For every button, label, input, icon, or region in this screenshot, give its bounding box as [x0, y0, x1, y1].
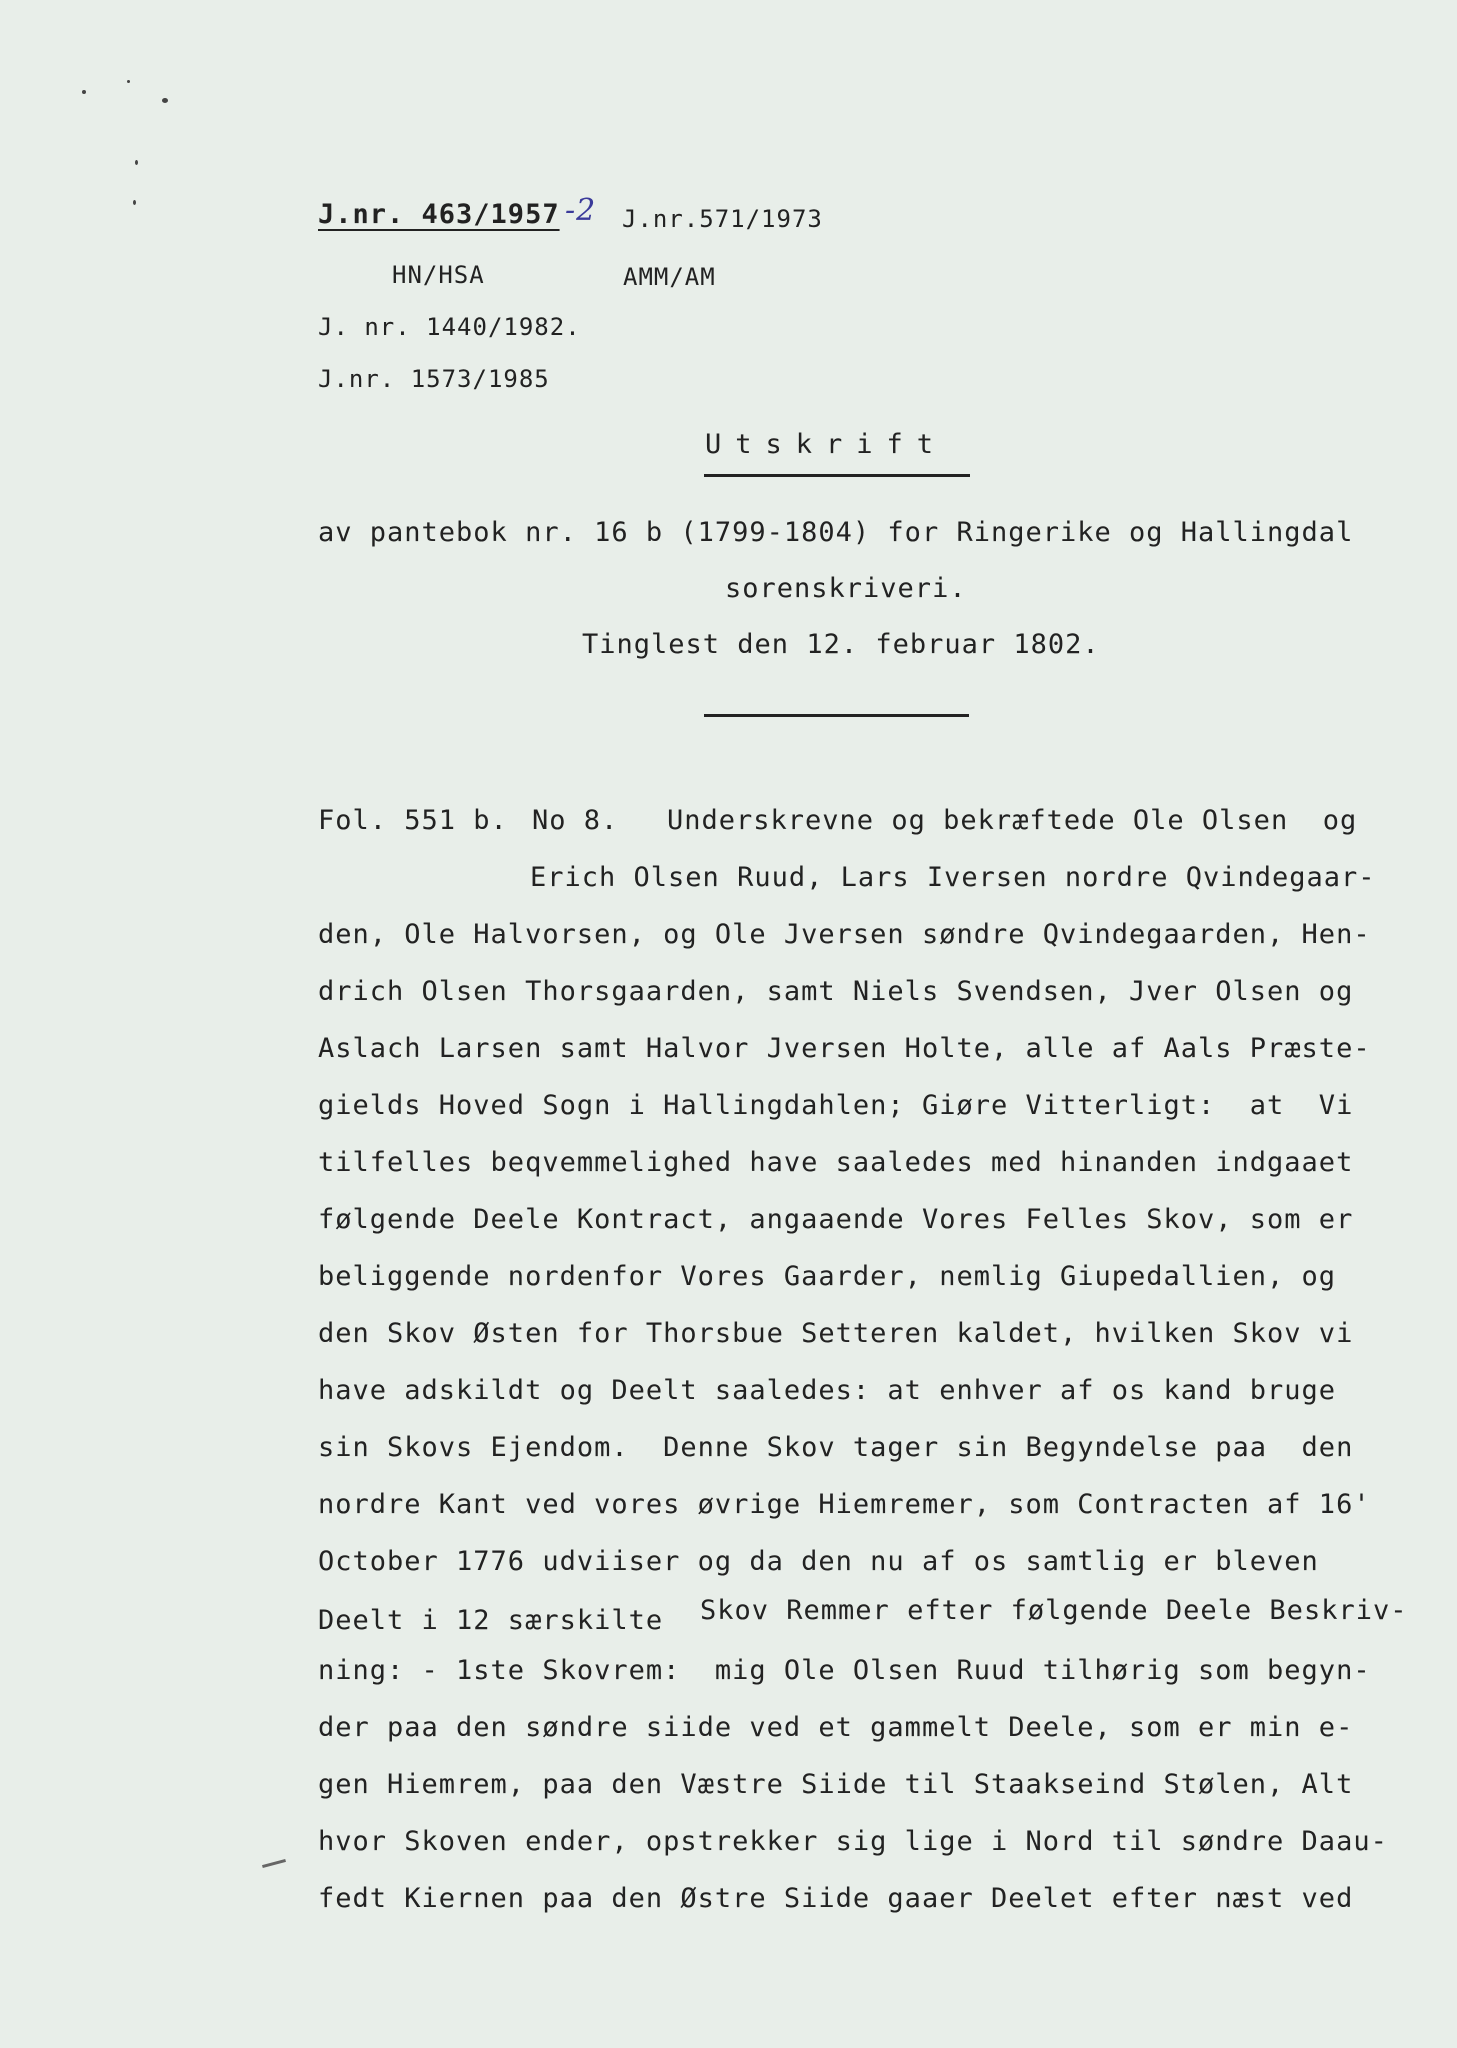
initials-amm-am: AMM/AM [623, 263, 716, 291]
document-heading: Utskrift [705, 429, 948, 460]
initials-hn-hsa: HN/HSA [392, 261, 485, 289]
heading-underline [704, 474, 970, 477]
body-line-13: nordre Kant ved vores øvrige Hiemremer, som Contracten af 16' [318, 1489, 1371, 1520]
body-line-10: den Skov Østen for Thorsbue Setteren kaldet, hvilken Skov vi [318, 1318, 1354, 1349]
body-line-12: sin Skovs Ejendom. Denne Skov tager sin Begyndelse paa den [318, 1432, 1354, 1463]
body-line-15b: Skov Remmer efter følgende Deele Beskriv- [700, 1595, 1408, 1626]
speck-mark [135, 160, 138, 165]
handwritten-suffix: -2 [565, 193, 597, 228]
journal-number-1982: J. nr. 1440/1982. [318, 313, 581, 341]
title-line-1: av pantebok nr. 16 b (1799-1804) for Ringerike og Hallingdal [318, 517, 1354, 548]
body-line-4: drich Olsen Thorsgaarden, samt Niels Svendsen, Jver Olsen og [318, 976, 1354, 1007]
body-line-8: følgende Deele Kontract, angaaende Vores Felles Skov, som er [318, 1204, 1354, 1235]
speck-mark [162, 98, 168, 103]
speck-mark [127, 80, 130, 83]
body-line-7: tilfelles beqvemmelighed have saaledes med hinanden indgaaet [318, 1147, 1354, 1178]
speck-mark [133, 200, 136, 205]
title-line-3: Tinglest den 12. februar 1802. [582, 629, 1100, 660]
body-line-16: ning: - 1ste Skovrem: mig Ole Olsen Ruud tilhørig som begyn- [318, 1655, 1371, 1686]
entry-number: No 8. [532, 805, 619, 836]
body-line-17: der paa den søndre siide ved et gammelt Deele, som er min e- [318, 1712, 1354, 1743]
body-line-1: Underskrevne og bekræftede Ole Olsen og [667, 805, 1358, 836]
journal-number-1985: J.nr. 1573/1985 [318, 365, 550, 393]
body-line-19: hvor Skoven ender, opstrekker sig lige i Nord til søndre Daau- [318, 1826, 1388, 1857]
body-line-3: den, Ole Halvorsen, og Ole Jversen søndre Qvindegaarden, Hen- [318, 919, 1371, 950]
title-line-2: sorenskriveri. [725, 573, 967, 604]
body-line-11: have adskildt og Deelt saaledes: at enhver af os kand bruge [318, 1375, 1337, 1406]
body-line-6: gields Hoved Sogn i Hallingdahlen; Giøre Vitterligt: at Vi [318, 1090, 1354, 1121]
body-line-2: Erich Olsen Ruud, Lars Iversen nordre Qvindegaar- [530, 862, 1376, 893]
journal-number-1973: J.nr.571/1973 [622, 205, 823, 233]
margin-mark [262, 1859, 286, 1868]
body-line-20: fedt Kiernen paa den Østre Siide gaaer Deelet efter næst ved [318, 1883, 1354, 1914]
body-line-18: gen Hiemrem, paa den Væstre Siide til Staakseind Stølen, Alt [318, 1769, 1354, 1800]
section-divider [704, 714, 969, 717]
body-line-15a: Deelt i 12 særskilte [318, 1605, 664, 1636]
folio-reference: Fol. 551 b. [318, 805, 508, 836]
journal-number-1957: J.nr. 463/1957 [318, 199, 560, 230]
body-line-14: October 1776 udviiser og da den nu af os samtlig er bleven [318, 1546, 1319, 1577]
speck-mark [82, 90, 86, 94]
body-line-9: beliggende nordenfor Vores Gaarder, nemlig Giupedallien, og [318, 1261, 1337, 1292]
body-line-5: Aslach Larsen samt Halvor Jversen Holte, alle af Aals Præste- [318, 1033, 1371, 1064]
